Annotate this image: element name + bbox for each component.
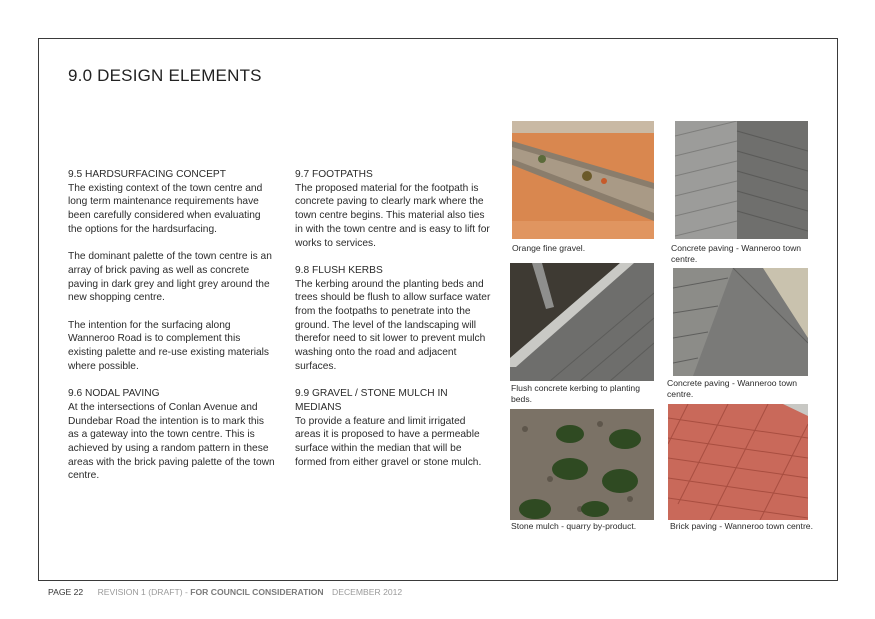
paragraph: The dominant palette of the town centre is an array of brick paving as well as concrete paving in dark grey and light grey around the new shopping centre. bbox=[68, 251, 272, 304]
text-column-middle bbox=[295, 168, 493, 483]
paragraph: To provide a feature and limit irrigated areas it is proposed to have a permeable surface within the median that will be formed from either gravel or stone mulch. bbox=[295, 415, 482, 468]
caption-stone-mulch: Stone mulch - quarry by-product. bbox=[511, 521, 637, 531]
page-title: 9.0 DESIGN ELEMENTS bbox=[68, 66, 262, 85]
page-number: PAGE 22 bbox=[48, 587, 84, 597]
text-column-left bbox=[68, 168, 276, 497]
caption-orange-gravel: Orange fine gravel. bbox=[512, 243, 586, 253]
caption-brick-paving: Brick paving - Wanneroo town centre. bbox=[670, 521, 813, 531]
revision-label: REVISION 1 (DRAFT) - bbox=[97, 587, 188, 597]
section-heading-nodal-paving: 9.6 NODAL PAVING bbox=[68, 388, 160, 400]
caption-concrete-paving-2: Concrete paving - Wanneroo town centre. bbox=[667, 378, 798, 399]
photo-orange-gravel bbox=[512, 121, 654, 239]
paragraph: The proposed material for the footpath is concrete paving to clearly mark where the town centre begins. This material also ties in with the town centre and is easy to lift for works to services. bbox=[295, 182, 490, 249]
caption-concrete-paving-1: Concrete paving - Wanneroo town centre. bbox=[671, 243, 802, 264]
photo-brick-paving bbox=[668, 404, 808, 520]
photo-stone-mulch bbox=[510, 409, 654, 520]
consideration-label: FOR COUNCIL CONSIDERATION bbox=[190, 587, 324, 597]
paragraph: The kerbing around the planting beds and trees should be flush to allow surface water from the footpaths to penetrate into the ground. The level of the landscaping will therefor need to sit lower to prevent mulch washing onto the road and adjacent surfaces. bbox=[295, 278, 491, 372]
photo-concrete-paving-1 bbox=[675, 121, 808, 239]
section-heading-footpaths: 9.7 FOOTPATHS bbox=[295, 169, 373, 180]
section-heading-flush-kerbs: 9.8 FLUSH KERBS bbox=[295, 264, 383, 276]
photo-concrete-paving-2 bbox=[673, 268, 808, 376]
page-footer bbox=[48, 587, 402, 597]
section-heading-gravel-mulch: 9.9 GRAVEL / STONE MULCH IN MEDIANS bbox=[295, 388, 448, 413]
section-heading-hardsurfacing: 9.5 HARDSURFACING CONCEPT bbox=[68, 169, 226, 180]
footer-date: DECEMBER 2012 bbox=[332, 587, 403, 597]
caption-flush-kerb: Flush concrete kerbing to planting beds. bbox=[511, 383, 640, 404]
paragraph: The existing context of the town centre and long term maintenance requirements have been carefully considered when evaluating the options for the hardsurfacing. bbox=[68, 182, 263, 235]
photo-flush-kerb bbox=[510, 263, 654, 381]
paragraph: At the intersections of Conlan Avenue and Dundebar Road the intention is to mark this as a gateway into the town centre. This is achieved by using a random pattern in these areas with the brick paving palette of the town centre. bbox=[68, 401, 275, 482]
paragraph: The intention for the surfacing along Wanneroo Road is to complement this existing palette and re-use existing materials where possible. bbox=[68, 319, 270, 372]
